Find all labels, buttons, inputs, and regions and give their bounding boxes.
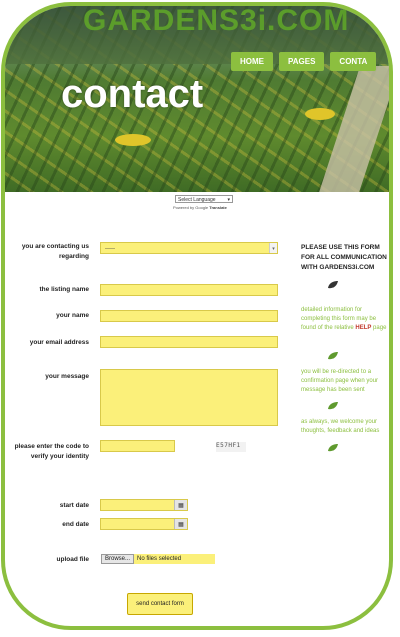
hero-flowerbed [305,108,335,120]
send-button[interactable]: send contact form [127,593,193,615]
help-link[interactable]: HELP [355,325,372,331]
translate-link[interactable]: Translate [209,205,227,210]
end-date-label: end date [62,521,89,528]
powered-by [173,205,227,210]
hero-path [318,66,389,192]
name-label: your name [56,312,89,319]
leaf-icon [327,280,339,290]
email-label: your email address [29,339,89,346]
sidebar-feedback-text: as always, we welcome your thoughts, feedback and ideas [301,419,380,434]
upload-label: upload file [56,556,89,563]
leaf-icon [327,443,339,453]
help-text-a: detailed information for completing this form may be found of the relative [301,307,377,331]
chevron-down-icon: ▾ [269,243,277,253]
sidebar-redirect-text: you will be re-directed to a confirmation page when your message has been sent [301,369,379,393]
regarding-select[interactable] [100,242,278,254]
calendar-icon[interactable]: ▦ [174,519,187,529]
end-date-input[interactable] [100,518,188,530]
nav-pages[interactable]: PAGES [279,52,324,71]
language-select-label: Select Language [178,197,216,203]
page-title: contact [61,72,204,116]
name-input[interactable] [100,310,278,322]
top-nav [231,52,376,71]
nav-home[interactable]: HOME [231,52,273,71]
browse-button[interactable]: Browse... [101,554,134,564]
captcha-label: please enter the code to verify your identity [14,443,89,460]
file-upload [101,554,215,564]
help-text-b: page [371,325,387,331]
message-textarea[interactable] [100,369,278,426]
calendar-icon[interactable]: ▦ [174,500,187,510]
start-date-input[interactable] [100,499,188,511]
page-frame [1,2,393,630]
captcha-image: E57HF1 [216,442,246,452]
nav-contact[interactable]: CONTA [330,52,376,71]
sidebar-heading: PLEASE USE THIS FORM FOR ALL COMMUNICATION WITH GARDENS3i.COM [301,244,387,271]
leaf-icon [327,351,339,361]
sidebar-help-text [301,306,387,333]
chevron-down-icon: ▾ [227,197,230,203]
regarding-label: you are contacting us regarding [21,243,89,260]
hero-flowerbed [115,134,151,146]
listing-input[interactable] [100,284,278,296]
email-input[interactable] [100,336,278,348]
start-date-label: start date [59,502,89,509]
google-logo: Google [195,205,209,210]
powered-prefix: Powered by [173,205,195,210]
file-status: No files selected [134,554,215,564]
captcha-input[interactable] [100,440,175,452]
regarding-value: ----- [105,246,115,252]
listing-label: the listing name [39,286,89,293]
language-select[interactable] [175,195,233,203]
message-label: your message [45,373,89,380]
site-logo[interactable]: GARDENS3i.COM [83,6,350,37]
leaf-icon [327,401,339,411]
hero-banner [5,6,389,192]
